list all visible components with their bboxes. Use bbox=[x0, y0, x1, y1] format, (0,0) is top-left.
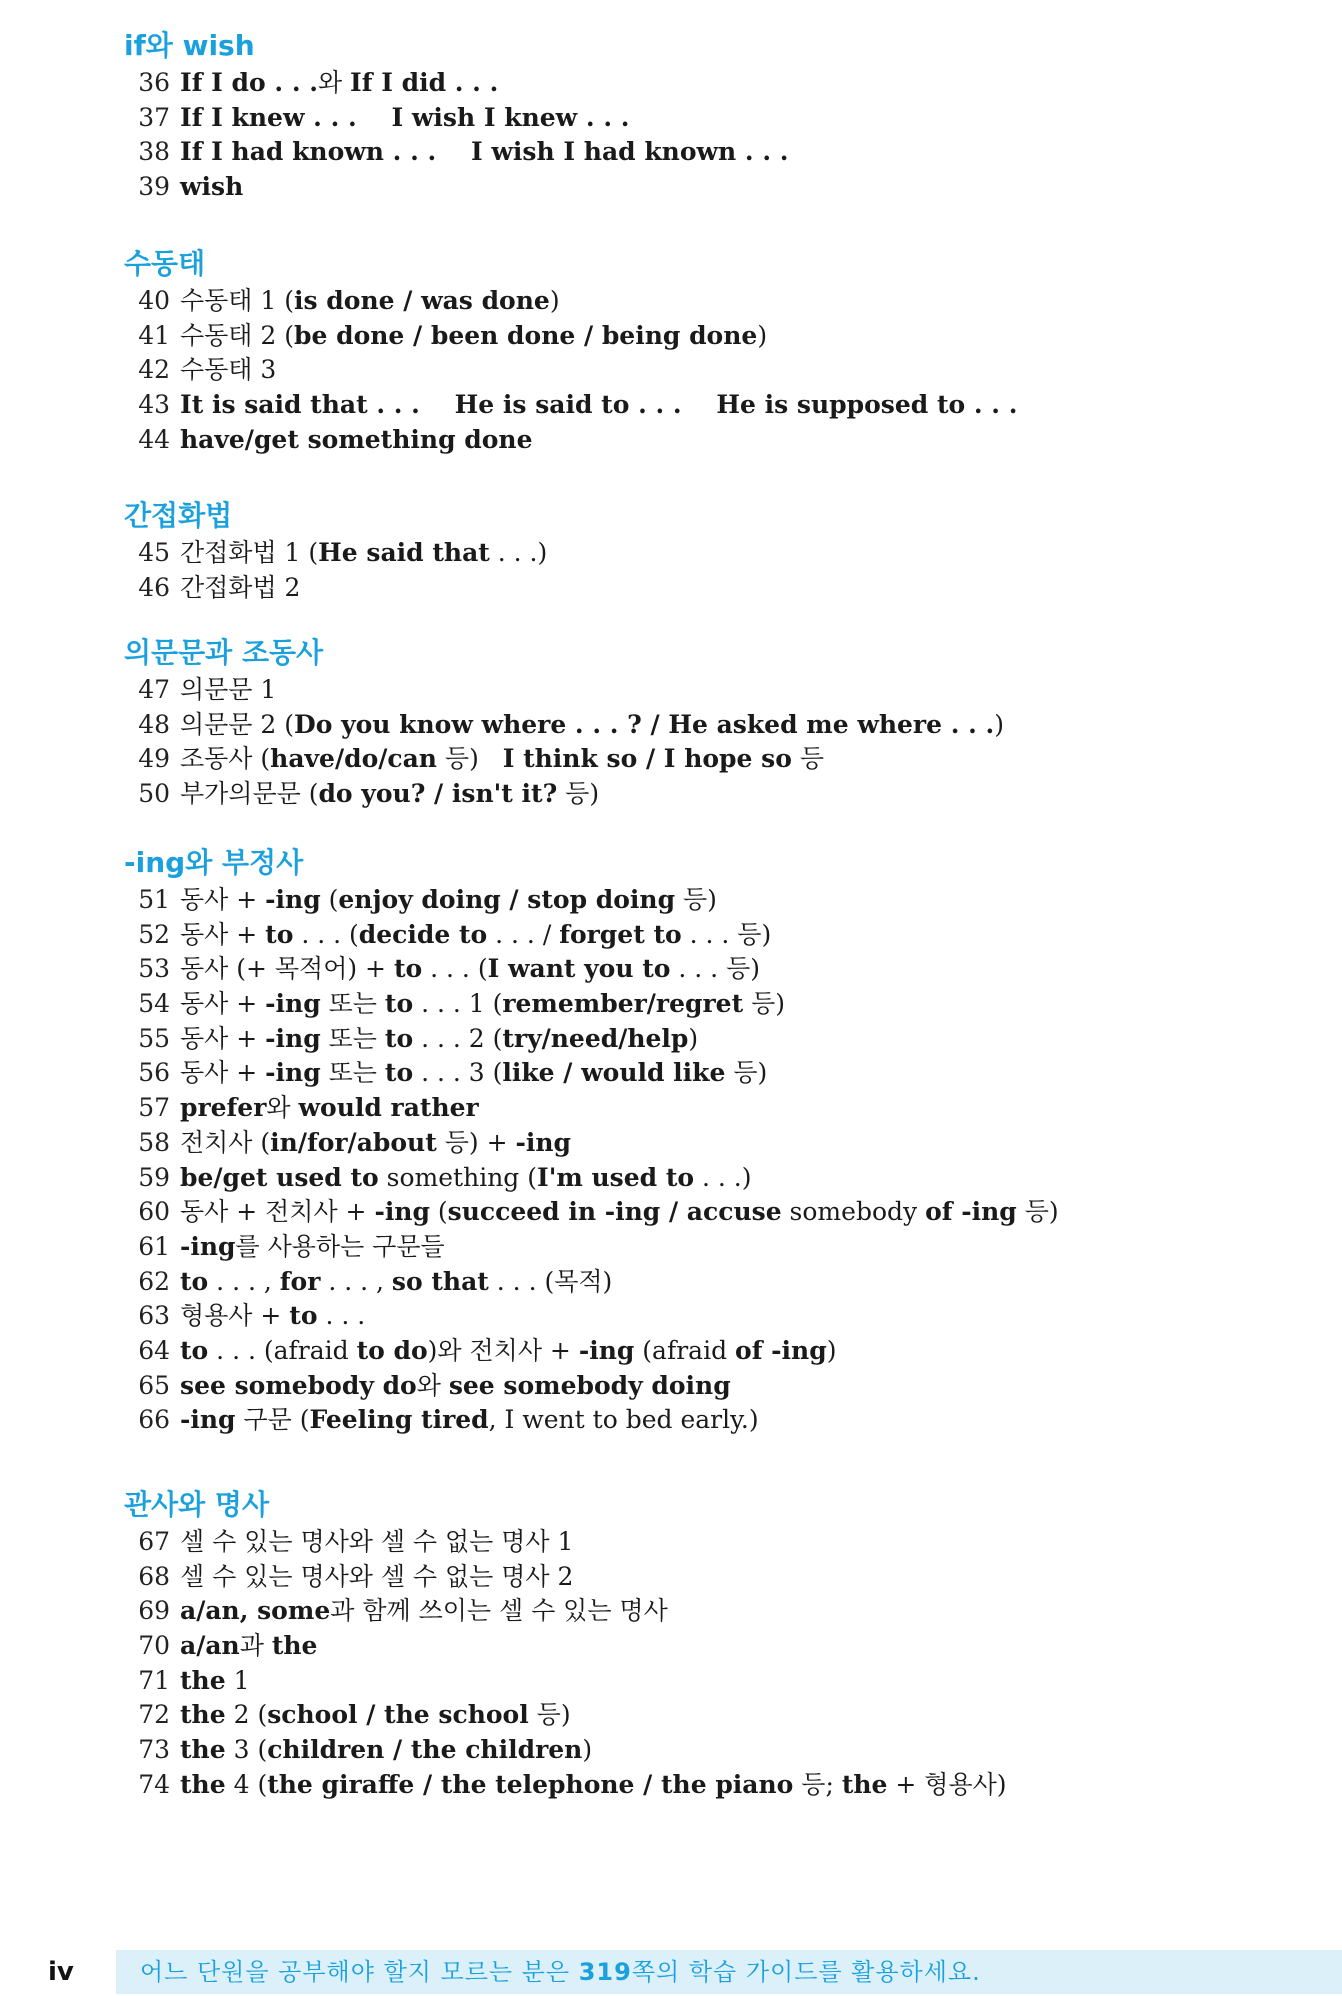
plain-text: 동사 + 전치사 + bbox=[180, 1197, 375, 1227]
unit-title bbox=[180, 918, 771, 953]
unit-title bbox=[180, 101, 629, 136]
bold-text: have/get something done bbox=[180, 424, 533, 454]
unit-entry bbox=[124, 742, 1274, 777]
bold-text: I'm used to bbox=[537, 1162, 695, 1192]
plain-text: 등) bbox=[725, 1058, 768, 1088]
unit-title bbox=[180, 1594, 668, 1629]
plain-text: 등) bbox=[557, 779, 600, 809]
unit-entry bbox=[124, 284, 1274, 319]
bold-text: succeed in -ing / accuse bbox=[447, 1197, 782, 1227]
bold-text: is done / was done bbox=[294, 286, 550, 315]
bold-text: to bbox=[289, 1301, 318, 1331]
unit-title bbox=[180, 423, 533, 458]
unit-number: 50 bbox=[138, 779, 170, 809]
plain-text: . . . / bbox=[487, 919, 560, 949]
plain-text: . . . (afraid bbox=[208, 1335, 357, 1365]
unit-entry bbox=[124, 423, 1274, 458]
plain-text: , I went to bed early.) bbox=[488, 1405, 759, 1435]
plain-text: ( bbox=[320, 885, 339, 914]
plain-text: something ( bbox=[378, 1162, 537, 1192]
unit-entry bbox=[124, 1091, 1274, 1126]
plain-text: 동사 (+ 목적어) + bbox=[180, 954, 394, 984]
unit-number: 51 bbox=[138, 885, 170, 914]
unit-entry bbox=[124, 319, 1274, 354]
bold-text: It is said that . . . He is said to . . . He is supposed to . . . bbox=[180, 390, 1018, 420]
unit-entry bbox=[124, 1403, 1274, 1438]
plain-text: 3 ( bbox=[225, 1735, 268, 1765]
plain-text: . . . ( bbox=[422, 954, 488, 984]
bold-text: -ing bbox=[374, 1197, 430, 1227]
bold-text: see somebody do bbox=[180, 1370, 417, 1400]
unit-number: 38 bbox=[138, 137, 170, 167]
bold-text: to bbox=[384, 1058, 414, 1088]
plain-text: 부가의문문 ( bbox=[180, 779, 319, 809]
bold-text: the bbox=[841, 1769, 888, 1799]
unit-entry bbox=[124, 1664, 1274, 1699]
unit-entry bbox=[124, 1629, 1274, 1664]
unit-entry bbox=[124, 571, 1274, 606]
bold-text: -ing bbox=[578, 1335, 635, 1365]
unit-number: 74 bbox=[138, 1769, 170, 1799]
bold-text: the bbox=[180, 1735, 226, 1765]
bold-text: He said that bbox=[318, 538, 490, 567]
unit-number: 57 bbox=[138, 1093, 170, 1123]
unit-number: 53 bbox=[138, 954, 170, 984]
unit-entry bbox=[124, 170, 1274, 205]
unit-title bbox=[180, 1265, 612, 1300]
unit-entry bbox=[124, 777, 1274, 812]
bold-text: to do bbox=[356, 1335, 428, 1365]
unit-entry bbox=[124, 918, 1274, 953]
unit-entry bbox=[124, 66, 1274, 101]
unit-title bbox=[180, 284, 560, 319]
plain-text: 동사 + bbox=[180, 989, 266, 1019]
bold-text: remember/regret bbox=[502, 989, 744, 1019]
bold-text: decide to bbox=[358, 919, 488, 949]
bold-text: to bbox=[384, 1023, 414, 1053]
plain-text: 셀 수 있는 명사와 셀 수 없는 명사 1 bbox=[180, 1527, 574, 1556]
unit-title bbox=[180, 987, 785, 1022]
plain-text: 와 bbox=[317, 68, 351, 97]
page-number: iv bbox=[48, 1957, 74, 1987]
unit-title bbox=[180, 1126, 571, 1161]
section-title: 관사와 명사 bbox=[124, 1488, 269, 1521]
bold-text: If I had known . . . I wish I had known . . . bbox=[180, 137, 789, 167]
plain-text: 와 bbox=[266, 1093, 299, 1123]
plain-text: 수동태 1 ( bbox=[180, 286, 295, 315]
section bbox=[124, 633, 1274, 812]
unit-entry bbox=[124, 1265, 1274, 1300]
section-title: -ing와 부정사 bbox=[124, 846, 304, 879]
plain-text: 2 ( bbox=[225, 1700, 268, 1730]
plain-text: 등) bbox=[675, 885, 717, 914]
unit-number: 64 bbox=[138, 1335, 170, 1365]
unit-title bbox=[180, 1230, 445, 1265]
bold-text: I want you to bbox=[487, 954, 671, 984]
unit-number: 39 bbox=[138, 172, 170, 202]
plain-text: ) bbox=[549, 286, 560, 315]
bold-text: enjoy doing / stop doing bbox=[338, 885, 676, 914]
unit-title bbox=[180, 952, 760, 987]
plain-text: . . .) bbox=[489, 538, 548, 567]
unit-entry bbox=[124, 1525, 1274, 1560]
bold-text: for bbox=[279, 1266, 321, 1296]
unit-title bbox=[180, 673, 276, 708]
plain-text: . . . 1 ( bbox=[413, 989, 503, 1019]
bold-text: the bbox=[180, 1700, 226, 1730]
bold-text: to bbox=[265, 919, 294, 949]
unit-number: 67 bbox=[138, 1527, 170, 1556]
bold-text: Feeling tired bbox=[309, 1405, 489, 1435]
plain-text: (afraid bbox=[634, 1335, 736, 1365]
bold-text: the bbox=[180, 1665, 226, 1695]
plain-text: 수동태 2 ( bbox=[180, 320, 295, 350]
bold-text: try/need/help bbox=[502, 1023, 689, 1053]
plain-text: . . . , bbox=[320, 1266, 392, 1296]
plain-text: ( bbox=[429, 1197, 448, 1227]
unit-entry bbox=[124, 1698, 1274, 1733]
plain-text: 전치사 ( bbox=[180, 1127, 271, 1157]
plain-text: ) bbox=[826, 1335, 837, 1365]
plain-text: 과 함께 쓰이는 셀 수 있는 명사 bbox=[330, 1596, 668, 1626]
unit-number: 58 bbox=[138, 1127, 170, 1157]
plain-text: 또는 bbox=[320, 1058, 385, 1088]
unit-number: 43 bbox=[138, 390, 170, 420]
plain-text: 등) bbox=[528, 1700, 571, 1730]
unit-number: 48 bbox=[138, 709, 170, 739]
plain-text: . . . (목적) bbox=[488, 1266, 613, 1296]
bold-text: -ing bbox=[265, 885, 321, 914]
unit-number: 49 bbox=[138, 744, 170, 774]
unit-number: 70 bbox=[138, 1631, 170, 1661]
unit-title bbox=[180, 571, 300, 606]
bold-text: be/get used to bbox=[180, 1162, 379, 1192]
unit-entry bbox=[124, 1768, 1274, 1803]
unit-entry bbox=[124, 1299, 1274, 1334]
bold-text: If I knew . . . I wish I knew . . . bbox=[180, 102, 630, 132]
footer-banner bbox=[116, 1950, 1342, 1994]
bold-text: forget to bbox=[559, 919, 682, 949]
plain-text: 간접화법 2 bbox=[180, 572, 301, 602]
plain-text: . . . , bbox=[208, 1266, 280, 1296]
unit-number: 37 bbox=[138, 102, 170, 132]
unit-entry bbox=[124, 135, 1274, 170]
unit-number: 45 bbox=[138, 538, 170, 567]
unit-entry bbox=[124, 353, 1274, 388]
unit-title bbox=[180, 708, 1004, 743]
section-title: 의문문과 조동사 bbox=[124, 636, 324, 669]
unit-title bbox=[180, 1334, 836, 1369]
unit-title bbox=[180, 319, 767, 354]
unit-number: 54 bbox=[138, 989, 170, 1019]
unit-entry bbox=[124, 1195, 1274, 1230]
bold-text: so that bbox=[391, 1266, 489, 1296]
plain-text: . . . ( bbox=[293, 919, 359, 949]
unit-number: 42 bbox=[138, 355, 170, 385]
plain-text: 동사 + bbox=[180, 1023, 266, 1053]
section bbox=[124, 26, 1274, 205]
plain-text: 등) bbox=[436, 744, 503, 774]
plain-text: . . . 2 ( bbox=[413, 1023, 503, 1053]
bold-text: like / would like bbox=[502, 1058, 726, 1088]
plain-text: somebody bbox=[781, 1197, 926, 1227]
unit-number: 72 bbox=[138, 1700, 170, 1730]
unit-title bbox=[180, 170, 243, 205]
unit-title bbox=[180, 1056, 767, 1091]
unit-entry bbox=[124, 1056, 1274, 1091]
plain-text: 조동사 ( bbox=[180, 744, 271, 774]
bold-text: a/an bbox=[180, 1631, 240, 1661]
bold-text: -ing bbox=[515, 1127, 572, 1157]
footer-guide-text bbox=[140, 1950, 981, 1994]
unit-title bbox=[180, 1698, 571, 1733]
unit-number: 60 bbox=[138, 1197, 170, 1227]
plain-text: )와 전치사 + bbox=[427, 1335, 579, 1365]
plain-text: 동사 + bbox=[180, 919, 266, 949]
unit-title bbox=[180, 353, 276, 388]
unit-title bbox=[180, 1403, 759, 1438]
bold-text: the bbox=[271, 1631, 318, 1661]
bold-text: to bbox=[180, 1266, 209, 1296]
unit-title bbox=[180, 1768, 1007, 1803]
unit-number: 41 bbox=[138, 320, 170, 350]
unit-title bbox=[180, 66, 498, 101]
unit-entry bbox=[124, 952, 1274, 987]
bold-text: -ing bbox=[265, 1023, 321, 1053]
unit-number: 44 bbox=[138, 424, 170, 454]
bold-text: the bbox=[180, 1769, 226, 1799]
bold-text: to bbox=[384, 989, 414, 1019]
unit-entry bbox=[124, 1594, 1274, 1629]
bold-text: do you? / isn't it? bbox=[318, 779, 558, 809]
bold-text: of -ing bbox=[735, 1335, 827, 1365]
bold-text: If I do . . . bbox=[180, 68, 318, 97]
bold-text: I think so / I hope so bbox=[502, 744, 792, 774]
unit-number: 69 bbox=[138, 1596, 170, 1626]
unit-title bbox=[180, 1022, 698, 1057]
section bbox=[124, 496, 1274, 605]
plain-text: 또는 bbox=[320, 989, 385, 1019]
unit-title bbox=[180, 1161, 752, 1196]
unit-title bbox=[180, 883, 717, 918]
unit-number: 73 bbox=[138, 1735, 170, 1765]
plain-text: 등) bbox=[1016, 1197, 1059, 1227]
plain-text: 쪽의 학습 가이드를 활용하세요. bbox=[631, 1958, 981, 1986]
unit-entry bbox=[124, 987, 1274, 1022]
bold-text: see somebody doing bbox=[448, 1370, 731, 1400]
unit-title bbox=[180, 742, 824, 777]
unit-entry bbox=[124, 1126, 1274, 1161]
unit-number: 71 bbox=[138, 1665, 170, 1695]
unit-title bbox=[180, 536, 547, 571]
unit-number: 62 bbox=[138, 1266, 170, 1296]
plain-text: 등) + bbox=[436, 1127, 516, 1157]
section-title: 간접화법 bbox=[124, 499, 233, 532]
bold-text: children / the children bbox=[267, 1735, 583, 1765]
unit-number: 47 bbox=[138, 675, 170, 704]
unit-number: 63 bbox=[138, 1301, 170, 1331]
unit-entry bbox=[124, 883, 1274, 918]
bold-text: to bbox=[180, 1335, 209, 1365]
plain-text: . . . 3 ( bbox=[413, 1058, 503, 1088]
unit-title bbox=[180, 1629, 317, 1664]
unit-number: 55 bbox=[138, 1023, 170, 1053]
plain-text: 형용사 + bbox=[180, 1301, 290, 1331]
plain-text: 의문문 2 ( bbox=[180, 709, 295, 739]
plain-text: . . . bbox=[317, 1301, 366, 1331]
bold-text: the giraffe / the telephone / the piano bbox=[267, 1769, 794, 1799]
bold-text: to bbox=[393, 954, 423, 984]
bold-text: -ing bbox=[180, 1405, 236, 1435]
bold-text: have/do/can bbox=[270, 744, 437, 774]
plain-text: 어느 단원을 공부해야 할지 모르는 분은 bbox=[140, 1958, 579, 1986]
plain-text: 구문 ( bbox=[235, 1405, 310, 1435]
unit-title bbox=[180, 135, 788, 170]
bold-text: school / the school bbox=[267, 1700, 529, 1730]
section bbox=[124, 1485, 1274, 1803]
plain-text: 를 사용하는 구문들 bbox=[235, 1231, 445, 1261]
unit-title bbox=[180, 1733, 592, 1768]
unit-entry bbox=[124, 1161, 1274, 1196]
unit-entry bbox=[124, 1369, 1274, 1404]
bold-text: in/for/about bbox=[270, 1127, 437, 1157]
unit-title bbox=[180, 388, 1017, 423]
bold-text: of -ing bbox=[925, 1197, 1017, 1227]
bold-text: a/an, some bbox=[180, 1596, 331, 1626]
unit-entry bbox=[124, 101, 1274, 136]
plain-text: 와 bbox=[416, 1370, 449, 1400]
bold-text: prefer bbox=[180, 1093, 267, 1123]
unit-entry bbox=[124, 1022, 1274, 1057]
plain-text: 수동태 3 bbox=[180, 355, 277, 385]
plain-text: 간접화법 1 ( bbox=[180, 538, 319, 567]
unit-number: 66 bbox=[138, 1405, 170, 1435]
unit-title bbox=[180, 777, 599, 812]
bold-text: wish bbox=[180, 172, 244, 202]
plain-text: 셀 수 있는 명사와 셀 수 없는 명사 2 bbox=[180, 1561, 574, 1591]
plain-text: . . . 등) bbox=[670, 954, 760, 984]
plain-text: 의문문 1 bbox=[180, 675, 277, 704]
plain-text: 또는 bbox=[320, 1023, 385, 1053]
unit-entry bbox=[124, 1334, 1274, 1369]
bold-text: would rather bbox=[298, 1093, 479, 1123]
unit-title bbox=[180, 1299, 365, 1334]
unit-number: 61 bbox=[138, 1231, 170, 1261]
unit-title bbox=[180, 1369, 731, 1404]
bold-text: -ing bbox=[265, 989, 321, 1019]
plain-text: 등 bbox=[791, 744, 824, 774]
unit-title bbox=[180, 1195, 1059, 1230]
section bbox=[124, 244, 1274, 457]
section bbox=[124, 843, 1274, 1438]
unit-entry bbox=[124, 1560, 1274, 1595]
plain-text: ) bbox=[757, 320, 768, 350]
plain-text: ) bbox=[582, 1735, 593, 1765]
plain-text: 과 bbox=[239, 1631, 272, 1661]
unit-number: 59 bbox=[138, 1162, 170, 1192]
bold-text: -ing bbox=[265, 1058, 321, 1088]
plain-text: 등; bbox=[793, 1769, 842, 1799]
bold-text: be done / been done / being done bbox=[294, 320, 758, 350]
bold-text: If I did . . . bbox=[350, 68, 499, 97]
bold-text: Do you know where . . . ? / He asked me where . . . bbox=[294, 709, 995, 739]
section-title: if와 wish bbox=[124, 29, 255, 62]
unit-number: 36 bbox=[138, 68, 170, 97]
plain-text: + 형용사) bbox=[887, 1769, 1007, 1799]
unit-number: 68 bbox=[138, 1561, 170, 1591]
plain-text: . . .) bbox=[694, 1162, 752, 1192]
unit-title bbox=[180, 1664, 250, 1699]
unit-number: 46 bbox=[138, 572, 170, 602]
unit-entry bbox=[124, 388, 1274, 423]
plain-text: . . . 등) bbox=[681, 919, 772, 949]
plain-text: 4 ( bbox=[225, 1769, 268, 1799]
unit-number: 52 bbox=[138, 919, 170, 949]
unit-title bbox=[180, 1525, 573, 1560]
unit-title bbox=[180, 1560, 573, 1595]
unit-number: 40 bbox=[138, 286, 170, 315]
plain-text: 동사 + bbox=[180, 1058, 266, 1088]
unit-entry bbox=[124, 1733, 1274, 1768]
plain-text: 등) bbox=[743, 989, 785, 1019]
unit-entry bbox=[124, 673, 1274, 708]
unit-number: 56 bbox=[138, 1058, 170, 1088]
plain-text: ) bbox=[688, 1023, 699, 1053]
unit-number: 65 bbox=[138, 1370, 170, 1400]
section-title: 수동태 bbox=[124, 247, 206, 280]
plain-text: 1 bbox=[225, 1665, 250, 1695]
unit-title bbox=[180, 1091, 479, 1126]
unit-entry bbox=[124, 708, 1274, 743]
unit-entry bbox=[124, 536, 1274, 571]
plain-text: ) bbox=[994, 709, 1004, 739]
unit-entry bbox=[124, 1230, 1274, 1265]
bold-text: -ing bbox=[180, 1231, 236, 1261]
bold-text: 319 bbox=[578, 1958, 632, 1986]
plain-text: 동사 + bbox=[180, 885, 266, 914]
